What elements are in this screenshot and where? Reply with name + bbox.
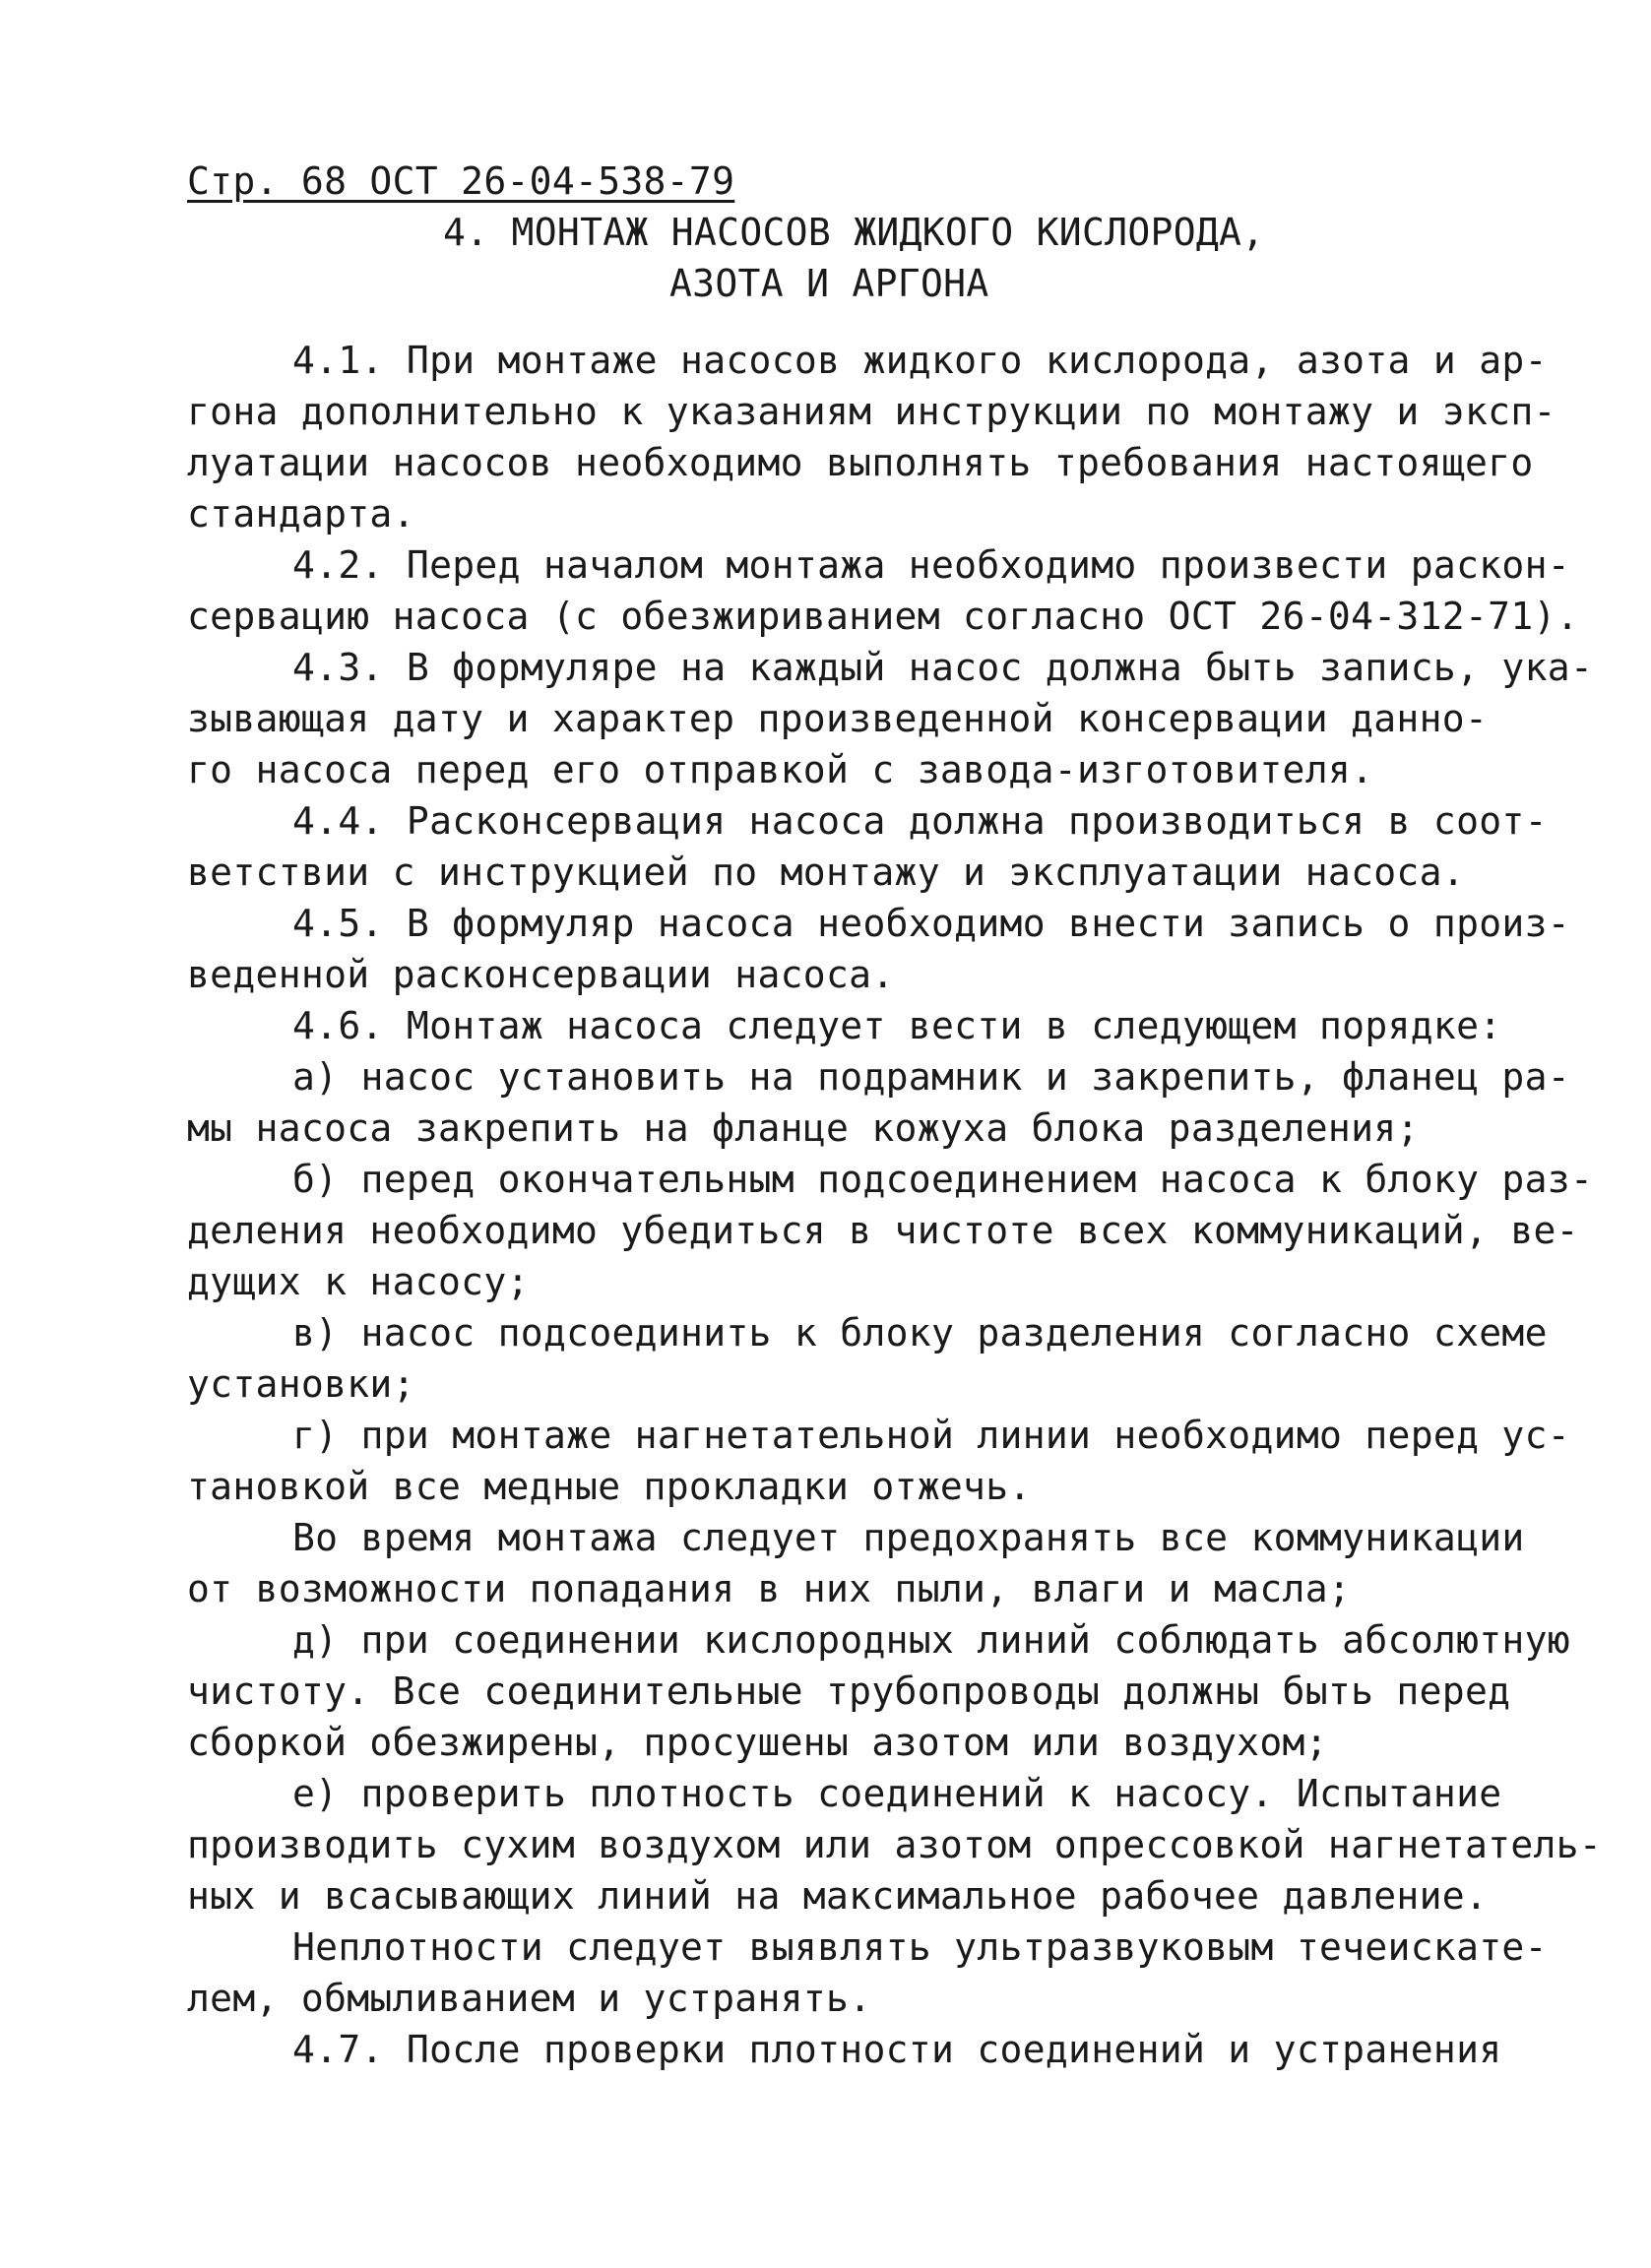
item-v-line-2: установки; [187, 1362, 415, 1406]
item-e-line-3: ных и всасывающих линий на максимальное рабочее давление. [187, 1874, 1489, 1918]
item-b-line-2: деления необходимо убедиться в чистоте всех коммуникаций, ве- [187, 1209, 1579, 1252]
note-line-1: Во время монтажа следует предохранять все коммуникации [292, 1516, 1525, 1559]
paragraph-4-6-line-1: 4.6. Монтаж насоса следует вести в следующем порядке: [292, 1004, 1502, 1047]
item-e-line-1: е) проверить плотность соединений к насосу. Испытание [292, 1772, 1502, 1815]
paragraph-4-1-line-2: гона дополнительно к указаниям инструкции по монтажу и эксп- [187, 390, 1556, 433]
item-e-line-2: производить сухим воздухом или азотом опрессовкой нагнетатель- [187, 1823, 1603, 1866]
item-d-line-2: чистоту. Все соединительные трубопроводы должны быть перед [187, 1670, 1511, 1713]
page-header-reference: Стр. 68 ОСТ 26-04-538-79 [187, 159, 735, 203]
paragraph-4-2-line-2: сервацию насоса (с обезжириванием согласно ОСТ 26-04-312-71). [187, 595, 1579, 638]
leaks-line-1: Неплотности следует выявлять ультразвуковым течеискате- [292, 1925, 1548, 1969]
paragraph-4-5-line-1: 4.5. В формуляр насоса необходимо внести запись о произ- [292, 902, 1570, 945]
paragraph-4-4-line-2: ветствии с инструкцией по монтажу и эксплуатации насоса. [187, 850, 1465, 894]
paragraph-4-4-line-1: 4.4. Расконсервация насоса должна производиться в соот- [292, 799, 1548, 843]
item-d-line-1: д) при соединении кислородных линий соблюдать абсолютную [292, 1618, 1570, 1662]
paragraph-4-3-line-1: 4.3. В формуляре на каждый насос должна быть запись, ука- [292, 646, 1594, 689]
section-title-line-1: 4. МОНТАЖ НАСОСОВ ЖИДКОГО КИСЛОРОДА, [443, 211, 1265, 254]
leaks-line-2: лем, обмыливанием и устранять. [187, 1977, 872, 2020]
paragraph-4-1-line-4: стандарта. [187, 492, 415, 536]
paragraph-4-2-line-1: 4.2. Перед началом монтажа необходимо произвести раскон- [292, 543, 1570, 587]
item-g-line-2: тановкой все медные прокладки отжечь. [187, 1465, 1032, 1508]
item-g-line-1: г) при монтаже нагнетательной линии необходимо перед ус- [292, 1414, 1570, 1457]
item-a-line-1: а) насос установить на подрамник и закрепить, фланец ра- [292, 1055, 1570, 1099]
item-v-line-1: в) насос подсоединить к блоку разделения согласно схеме [292, 1311, 1548, 1354]
item-a-line-2: мы насоса закрепить на фланце кожуха блока разделения; [187, 1106, 1420, 1150]
item-b-line-3: дущих к насосу; [187, 1260, 530, 1303]
paragraph-4-1-line-3: луатации насосов необходимо выполнять требования настоящего [187, 441, 1534, 484]
paragraph-4-3-line-2: зывающая дату и характер произведенной консервации данно- [187, 697, 1489, 740]
note-line-2: от возможности попадания в них пыли, влаги и масла; [187, 1567, 1352, 1610]
section-title-line-2: АЗОТА И АРГОНА [669, 262, 989, 305]
paragraph-4-5-line-2: веденной расконсервации насоса. [187, 953, 895, 996]
item-d-line-3: сборкой обезжирены, просушены азотом или воздухом; [187, 1721, 1328, 1764]
paragraph-4-1-line-1: 4.1. При монтаже насосов жидкого кислорода, азота и ар- [292, 339, 1548, 382]
item-b-line-1: б) перед окончательным подсоединением насоса к блоку раз- [292, 1158, 1594, 1201]
paragraph-4-3-line-3: го насоса перед его отправкой с завода-изготовителя. [187, 748, 1374, 791]
paragraph-4-7-line-1: 4.7. После проверки плотности соединений и устранения [292, 2028, 1502, 2071]
